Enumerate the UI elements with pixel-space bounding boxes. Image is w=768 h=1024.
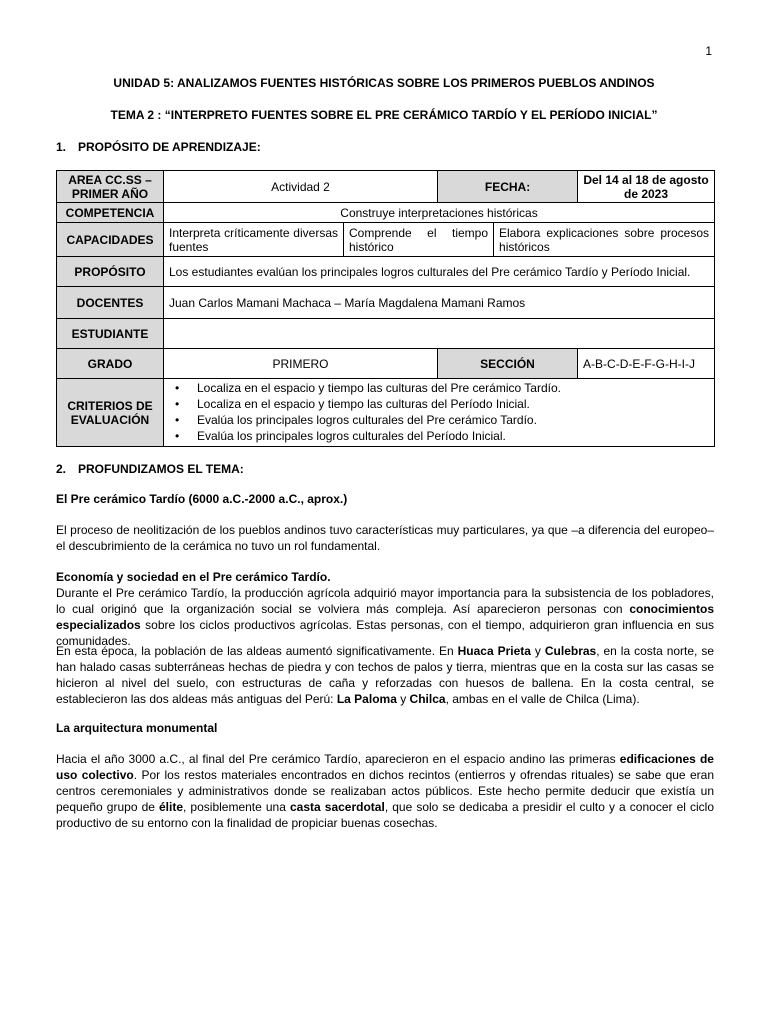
subheading-1: El Pre cerámico Tardío (6000 a.C.-2000 a.C., aprox.) [56,492,348,506]
subheading-precerámico-tardío [56,491,714,507]
unit-title: UNIDAD 5: ANALIZAMOS FUENTES HISTÓRICAS SOBRE LOS PRIMEROS PUEBLOS ANDINOS [113,76,655,90]
area-label: AREA CC.SS – PRIMER AÑO [57,171,164,203]
paragraph-2-bold: conocimientos especializados [56,602,714,632]
page-number: 1 [705,44,712,58]
section-2-title: PROFUNDIZAMOS EL TEMA: [78,462,244,476]
seccion-value: A-B-C-D-E-F-G-H-I-J [578,349,715,379]
paragraph-1-text: El proceso de neolitización de los pueblos andinos tuvo características muy particulares, ya que –a diferencia del europeo– el descubrimiento de la cerámica no tuvo un rol fundamental. [56,523,714,553]
activity-info-table [56,170,715,447]
fecha-label: FECHA: [438,171,578,203]
section-2-number: 2. [56,462,67,476]
estudiante-label: ESTUDIANTE [57,319,164,349]
grado-label: GRADO [57,349,164,379]
paragraph-4 [56,751,714,831]
paragraph-3 [56,643,714,707]
section-1-number: 1. [56,140,67,154]
criterios-label: CRITERIOS DE EVALUACIÓN [57,379,164,447]
paragraph-4-bold: edificaciones de uso colectivo [56,752,714,782]
paragraph-3-bold: La Paloma [336,692,397,706]
fecha-value: Del 14 al 18 de agosto de 2023 [578,171,715,203]
capacidad-2: Comprende el tiempo histórico [344,223,494,257]
capacidad-1: Interpreta críticamente diversas fuentes [164,223,344,257]
paragraph-4-text: . Por los restos materiales encontrados en dichos recintos (entierros y ofrendas rituales) se sabe que eran centros ceremoniales y administrativos donde se realizaban actos públicos. Este hecho permite deducir que existía un pequeño grupo de [56,768,715,814]
paragraph-4-text: , que solo se dedicaba a presidir el culto y a conocer el ciclo productivo de su entorno con la finalidad de propiciar buenas cosechas. [56,800,715,830]
paragraph-1 [56,522,714,554]
paragraph-3-bold: Huaca Prieta [457,644,531,658]
docentes-label: DOCENTES [57,287,164,319]
section-1-heading [56,140,261,154]
paragraph-2-text-a: Durante el Pre cerámico Tardío, la producción agrícola adquirió mayor importancia para la subsistencia de los pobladores, lo cual originó que la organización social se volviera más compleja. Así aparecieron personas con [56,586,714,616]
capacidades-label: CAPACIDADES [57,223,164,257]
paragraph-3-text: y [396,692,410,706]
proposito-label: PROPÓSITO [57,257,164,287]
subheading-arquitectura [56,720,714,736]
paragraph-2 [56,569,714,649]
criterios-cell [164,379,715,447]
paragraph-4-bold: élite [159,800,184,814]
competencia-label: COMPETENCIA [57,203,164,223]
topic-title: TEMA 2 : “INTERPRETO FUENTES SOBRE EL PRE CERÁMICO TARDÍO Y EL PERÍODO INICIAL” [110,108,658,122]
paragraph-2-text-b: sobre los ciclos productivos agrícolas. Estas personas, con el tiempo, adquirieron gran influencia en sus comunidades. [56,618,714,648]
paragraph-3-text: y [530,644,545,658]
proposito-value: Los estudiantes evalúan los principales logros culturales del Pre cerámico Tardío y Período Inicial. [164,257,715,287]
criterio-item: • Evalúa los principales logros culturales del Pre cerámico Tardío. [169,412,709,428]
paragraph-2-heading: Economía y sociedad en el Pre cerámico Tardío. [56,570,331,584]
section-2-heading [56,462,244,476]
criterio-item: • Evalúa los principales logros culturales del Período Inicial. [169,428,709,444]
paragraph-3-text: En esta época, la población de las aldeas aumentó significativamente. En [56,644,458,658]
criterio-item: • Localiza en el espacio y tiempo las culturas del Pre cerámico Tardío. [169,380,709,396]
criterios-list [169,380,709,444]
paragraph-4-text: Hacia el año 3000 a.C., al final del Pre cerámico Tardío, aparecieron en el espacio andino las primeras [56,752,620,766]
grado-value: PRIMERO [164,349,438,379]
seccion-label: SECCIÓN [438,349,578,379]
paragraph-3-bold: Culebras [544,644,597,658]
subheading-2: La arquitectura monumental [56,721,218,735]
paragraph-3-text: , en la costa norte, se han halado casas subterráneas hechas de piedra y con techos de palos y tierra, mientras que en la costa sur las casas se hicieron al nivel del suelo, con estructuras de caña y reforzadas con huesos de ballena. En la costa central, se establecieron las dos aldeas más antiguas del Perú: [56,644,715,706]
capacidad-3: Elabora explicaciones sobre procesos históricos [494,223,715,257]
paragraph-3-text: , ambas en el valle de Chilca (Lima). [445,692,640,706]
criterio-item: • Localiza en el espacio y tiempo las culturas del Período Inicial. [169,396,709,412]
estudiante-field[interactable] [164,319,715,349]
paragraph-4-bold: casta sacerdotal [290,800,385,814]
competencia-value: Construye interpretaciones históricas [164,203,715,223]
docentes-value: Juan Carlos Mamani Machaca – María Magdalena Mamani Ramos [164,287,715,319]
activity-value: Actividad 2 [164,171,438,203]
section-1-title: PROPÓSITO DE APRENDIZAJE: [78,140,261,154]
paragraph-3-bold: Chilca [409,692,446,706]
paragraph-4-text: , posiblemente una [183,800,290,814]
